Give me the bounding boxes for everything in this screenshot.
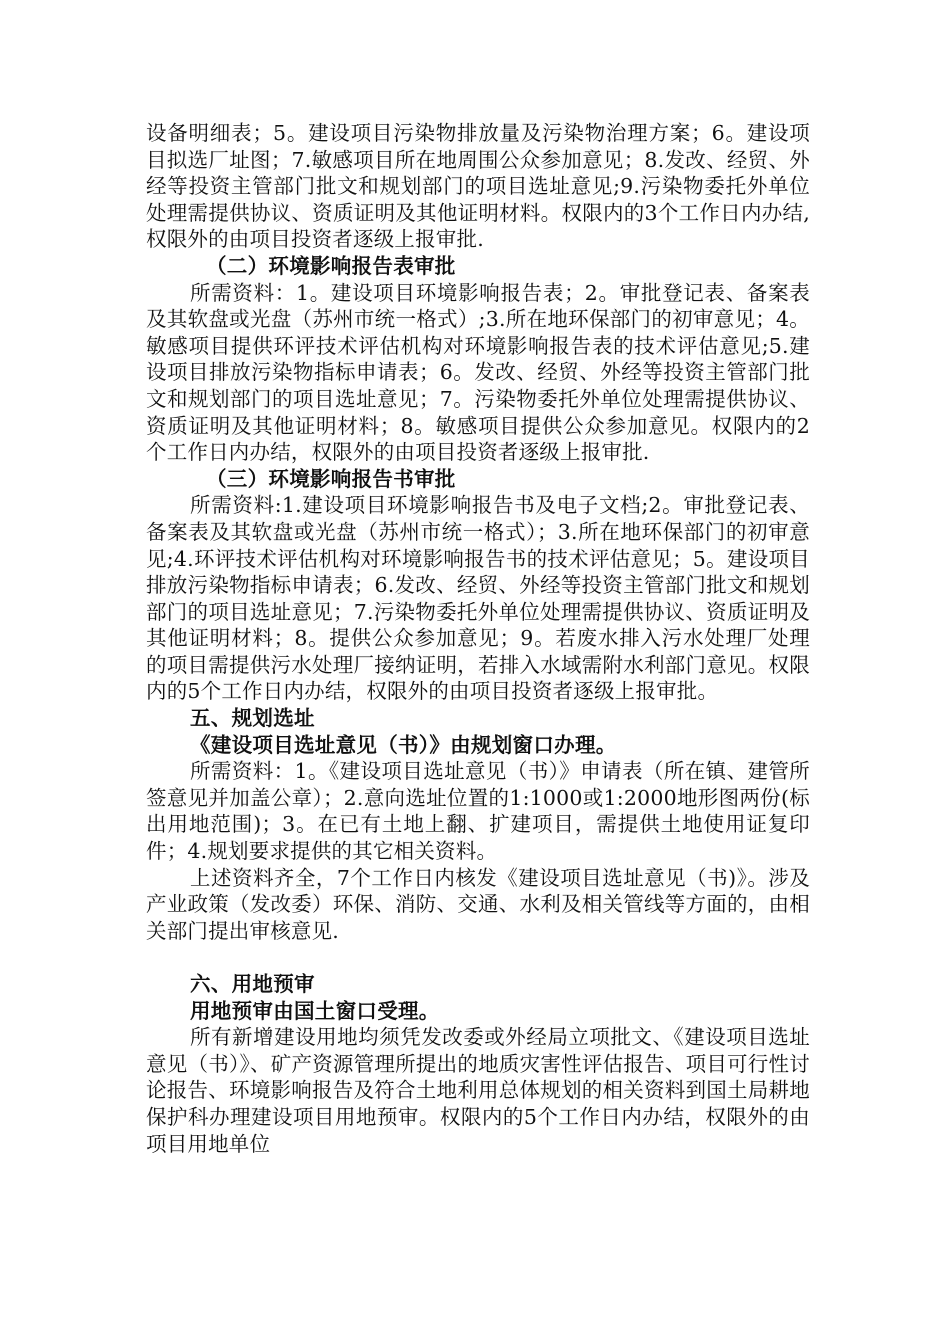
paragraph-section-5a: 所需资料：1。《建设项目选址意见（书）》申请表（所在镇、建管所签意见并加盖公章）；2.意向选址位置的1:1000或1:2000地形图两份(标出用地范围)；3。在已有土地上翻、扩建项目，需提供土地使用证复印件；4.规划要求提供的其它相关资料。 — [146, 759, 810, 864]
section-subheading-5: 《建设项目选址意见（书）》由规划窗口办理。 — [190, 732, 617, 757]
paragraph-section-5b: 上述资料齐全，7个工作日内核发《建设项目选址意见（书)》。涉及产业政策（发改委）环保、消防、交通、水利及相关管线等方面的，由相关部门提出审核意见. — [146, 865, 810, 943]
paragraph-section-3: 所需资料:1.建设项目环境影响报告书及电子文档;2。审批登记表、备案表及其软盘或光盘（苏州市统一格式）；3.所在地环保部门的初审意见;4.环评技术评估机构对环境影响报告书的技术评估意见；5。建设项目排放污染物指标申请表；6.发改、经贸、外经等投资主管部门批文和规划部门的项目选址意见；7.污染物委托外单位处理需提供协议、资质证明及其他证明材料；8。提供公众参加意见；9。若废水排入污水处理厂处理的项目需提供污水处理厂接纳证明，若排入水域需附水利部门意见。权限内的5个工作日内办结，权限外的由项目投资者逐级上报审批。 — [146, 493, 810, 704]
paragraph-intro: 设备明细表；5。建设项目污染物排放量及污染物治理方案；6。建设项目拟选厂址图；7.敏感项目所在地周围公众参加意见；8.发改、经贸、外经等投资主管部门批文和规划部门的项目选址意见;9.污染物委托外单位处理需提供协议、资质证明及其他证明材料。权限内的3个工作日内办结,权限外的由项目投资者逐级上报审批. — [146, 121, 810, 252]
paragraph-section-2: 所需资料：1。建设项目环境影响报告表；2。审批登记表、备案表及其软盘或光盘（苏州市统一格式）;3.所在地环保部门的初审意见；4。敏感项目提供环评技术评估机构对环境影响报告表的技术评估意见;5.建设项目排放污染物指标申请表；6。发改、经贸、外经等投资主管部门批文和规划部门的项目选址意见；7。污染物委托外单位处理需提供协议、资质证明及其他证明材料；8。敏感项目提供公众参加意见。权限内的2个工作日内办结，权限外的由项目投资者逐级上报审批. — [146, 280, 810, 465]
section-heading-5: 五、规划选址 — [190, 706, 315, 731]
section-heading-2: （二）环境影响报告表审批 — [206, 253, 456, 278]
document-body — [146, 120, 810, 1157]
section-heading-3: （三）环境影响报告书审批 — [206, 466, 456, 491]
paragraph-section-6: 所有新增建设用地均须凭发改委或外经局立项批文、《建设项目选址意见（书）》、矿产资源管理所提出的地质灾害性评估报告、项目可行性讨论报告、环境影响报告及符合土地利用总体规划的相关资料到国土局耕地保护科办理建设项目用地预审。权限内的5个工作日内办结，权限外的由项目用地单位 — [146, 1025, 810, 1156]
section-heading-6: 六、用地预审 — [190, 972, 315, 996]
blank-line — [146, 944, 810, 971]
section-subheading-6: 用地预审由国土窗口受理。 — [190, 998, 440, 1023]
